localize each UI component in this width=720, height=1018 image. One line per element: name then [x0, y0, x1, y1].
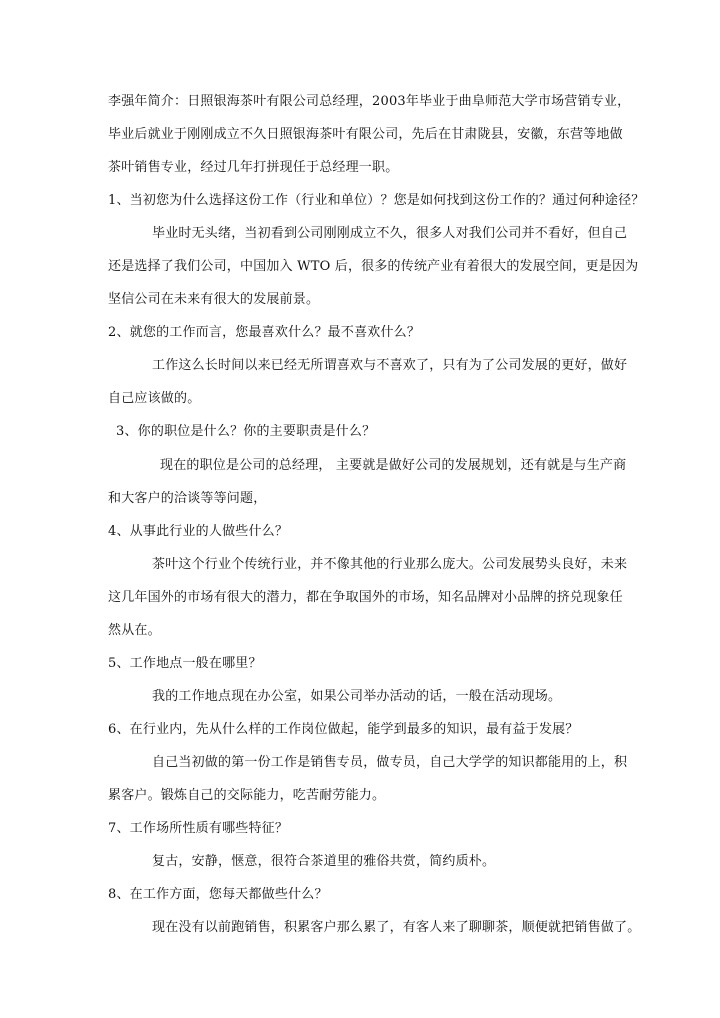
answer-2-line-1: 工作这么长时间以来已经无所谓喜欢与不喜欢了，只有为了公司发展的更好，做好 — [152, 358, 628, 373]
question-7: 7、工作场所性质有哪些特征？ — [108, 821, 289, 836]
question-2: 2、就您的工作而言，您最喜欢什么？最不喜欢什么？ — [108, 325, 421, 340]
answer-1-line-2: 还是选择了我们公司，中国加入 WTO 后，很多的传统产业有着很大的发展空间，更是因为 — [108, 259, 639, 274]
answer-1-line-3: 坚信公司在未来有很大的发展前景。 — [108, 292, 320, 307]
answer-8-line-1: 现在没有以前跑销售，积累客户那么累了，有客人来了聊聊茶，顺便就把销售做了。 — [152, 920, 641, 935]
answer-4-line-1: 茶叶这个行业个传统行业，并不像其他的行业那么庞大。公司发展势头良好，未来 — [152, 557, 628, 572]
intro-line-3: 茶叶销售专业，经过几年打拼现任于总经理一职。 — [108, 160, 399, 175]
answer-2-line-2: 自己应该做的。 — [108, 391, 201, 406]
intro-line-1: 李强年简介：日照银海茶叶有限公司总经理，2003年毕业于曲阜师范大学市场营销专业， — [108, 94, 631, 109]
question-4: 4、从事此行业的人做些什么？ — [108, 524, 289, 539]
answer-7-line-1: 复古，安静，惬意，很符合茶道里的雅俗共赏，简约质朴。 — [152, 854, 496, 869]
question-6: 6、在行业内，先从什么样的工作岗位做起，能学到最多的知识，最有益于发展？ — [108, 722, 579, 737]
question-8: 8、在工作方面，您每天都做些什么？ — [108, 887, 328, 902]
answer-4-line-2: 这几年国外的市场有很大的潜力，都在争取国外的市场，知名品牌对小品牌的挤兑现象任 — [108, 590, 623, 605]
answer-3-line-2: 和大客户的洽谈等等问题， — [108, 491, 267, 506]
question-1: 1、当初您为什么选择这份工作（行业和单位）？您是如何找到这份工作的？通过何种途径？ — [108, 193, 645, 208]
question-5: 5、工作地点一般在哪里？ — [108, 656, 262, 671]
question-3: 3、你的职位是什么？你的主要职责是什么？ — [116, 424, 376, 439]
answer-6-line-2: 累客户。锻炼自己的交际能力，吃苦耐劳能力。 — [108, 788, 386, 803]
intro-line-2: 毕业后就业于刚刚成立不久日照银海茶叶有限公司，先后在甘肃陇县，安徽，东营等地做 — [108, 127, 623, 142]
answer-5-line-1: 我的工作地点现在办公室，如果公司举办活动的话，一般在活动现场。 — [152, 689, 562, 704]
answer-6-line-1: 自己当初做的第一份工作是销售专员，做专员，自己大学学的知识都能用的上，积 — [152, 755, 628, 770]
answer-1-line-1: 毕业时无头绪，当初看到公司刚刚成立不久，很多人对我们公司并不看好，但自己 — [152, 226, 628, 241]
answer-3-line-1: 现在的职位是公司的总经理， 主要就是做好公司的发展规划，还有就是与生产商 — [160, 458, 627, 473]
answer-4-line-3: 然从在。 — [108, 623, 161, 638]
